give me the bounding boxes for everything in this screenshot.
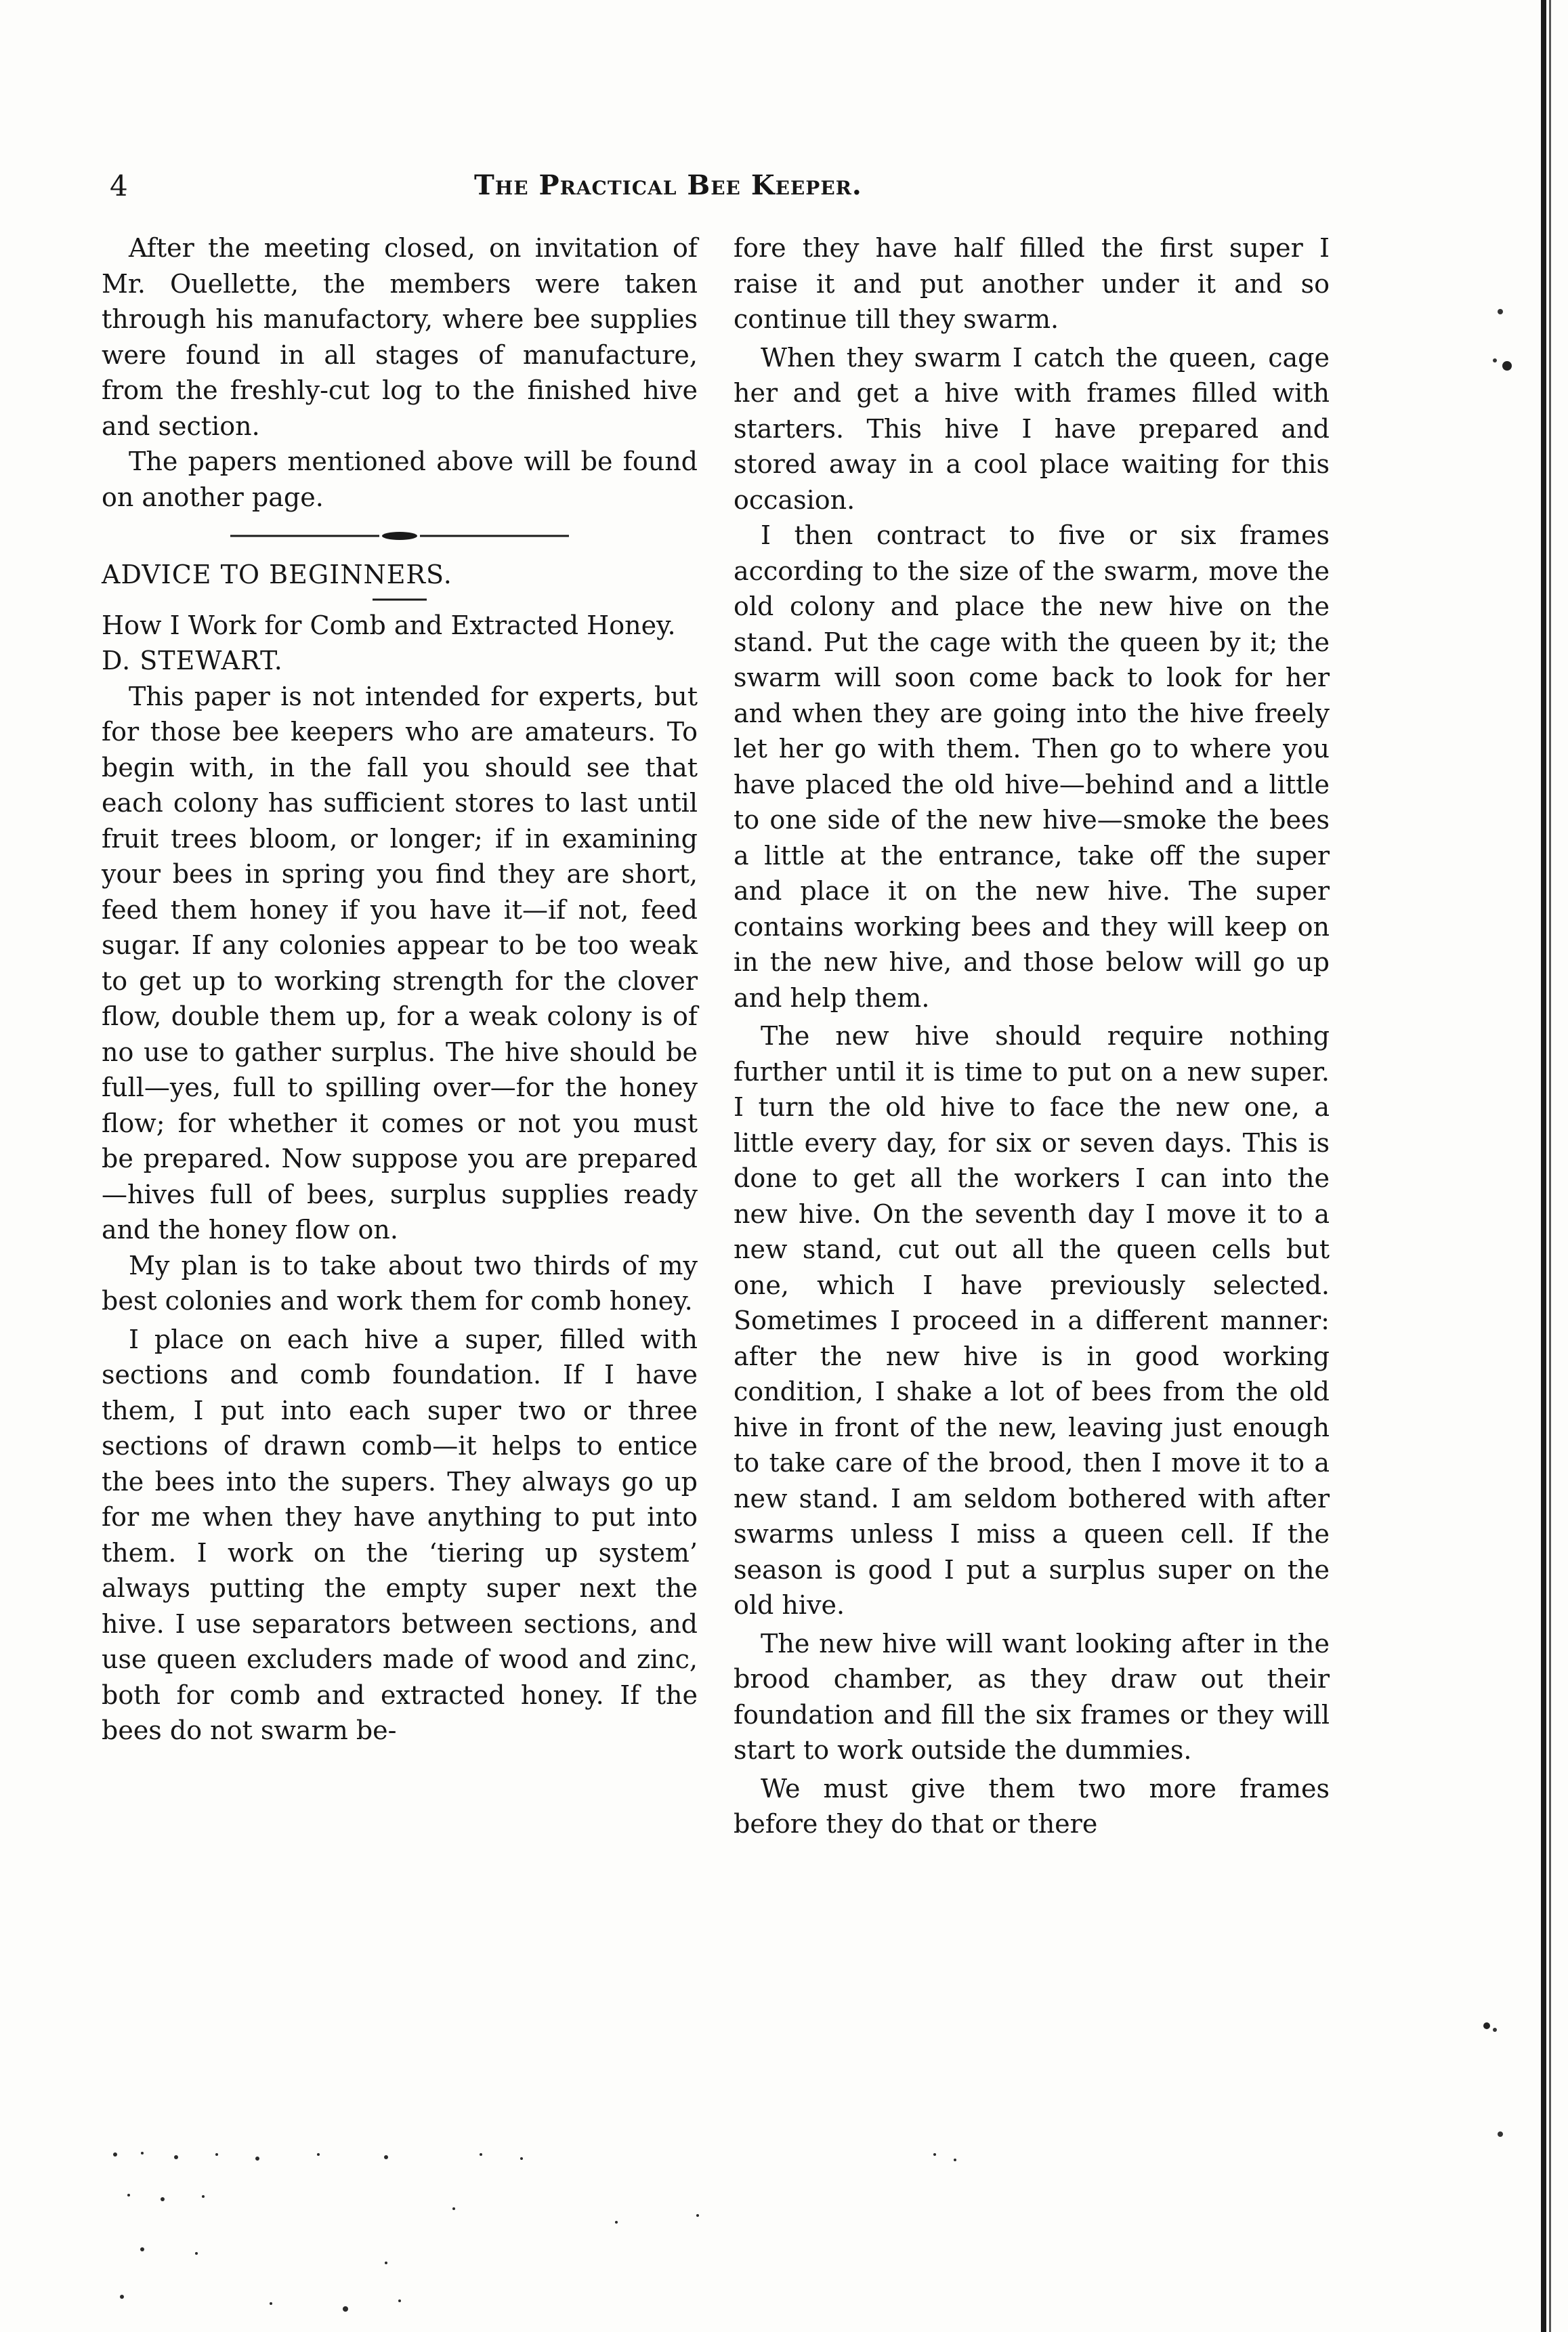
papers-paragraph: The papers mentioned above will be found on another page. xyxy=(102,446,698,512)
page-number: 4 xyxy=(110,169,128,203)
swarm-paragraph: When they swarm I catch the queen, cage her and get a hive with frames filled with starters. This hive I have prepared and stored away in a cool place waiting for this occasion. xyxy=(734,342,1330,515)
super-paragraph: I place on each hive a super, filled with sections and comb foundation. If I have them, I put into each super two or three sections of drawn comb—it helps to entice the bees into the supers. They always go up for me when they have anything to put into them. I work on the ‘tiering up system’ always putting the empty super next the hive. I use separators between sections, and use queen excluders made of wood and zinc, both for comb and extracted honey. If the bees do not swarm be- xyxy=(102,1324,698,1745)
intro-paragraph: This paper is not intended for experts, but for those bee keepers who are amateurs. To begin with, in the fall you should see that each colony has sufficient stores to last until fruit trees bloom, or longer; if in examining your bees in spring you find they are short, feed them honey if you have it—if not, feed sugar. If any colonies appear to be too weak to get up to working strength for the clover flow, double them up, for a weak colony is of no use to gather surplus. The hive should be full—yes, full to spilling over—for the honey flow; for whether it comes or not you must be prepared. Now suppose you are prepared—hives full of bees, surplus supplies ready and the honey flow on. xyxy=(102,681,698,1245)
continued-paragraph: fore they have half filled the first super I raise it and put another under it and so continue till they swarm. xyxy=(734,233,1330,334)
journal-title: The Practical Bee Keeper. xyxy=(474,169,862,201)
meeting-paragraph: After the meeting closed, on invitation of Mr. Ouellette, the members were taken through his manufactory, where bee supplies were found in all stages of manufacture, from the freshly-cut log to the finished hive and section. xyxy=(102,233,698,441)
title-rule xyxy=(102,593,698,608)
right-column xyxy=(734,230,1330,1842)
article-subtitle: How I Work for Comb and Extracted Honey. xyxy=(102,610,676,640)
running-head xyxy=(102,169,1328,217)
contract-paragraph: I then contract to five or six frames according to the size of the swarm, move the old colony and place the new hive on the stand. Put the cage with the queen by it; the swarm will soon come back to look for her and when they are going into the hive freely let her go with them. Then go to where you have placed the old hive—behind and a little to one side of the new hive—smoke the bees a little at the entrance, take off the super and place it on the new hive. The super contains working bees and they will keep on in the new hive, and those below will go up and help them. xyxy=(734,520,1330,1013)
section-separator xyxy=(102,515,698,557)
scan-speckle xyxy=(102,2134,1050,2324)
plan-paragraph: My plan is to take about two thirds of my best colonies and work them for comb honey. xyxy=(102,1250,698,1316)
new-hive-paragraph: The new hive should require nothing further until it is time to put on a new super. I turn the old hive to face the new one, a little every day, for six or seven days. This is done to get all the workers I can into the new hive. On the seventh day I move it to a new stand, cut out all the queen cells but one, which I have previously selected. Sometimes I proceed in a different manner: after the new hive is in good working condition, I shake a lot of bees from the old hive in front of the new, leaving just enough to take care of the brood, then I move it to a new stand. I am seldom bothered with after swarms unless I miss a queen cell. If the season is good I put a surplus super on the old hive. xyxy=(734,1021,1330,1620)
article-author: D. STEWART. xyxy=(102,646,283,675)
looking-after-paragraph: The new hive will want looking after in the brood chamber, as they draw out their foundation and fill the six frames or they will start to work outside the dummies. xyxy=(734,1628,1330,1765)
left-column xyxy=(102,230,698,1749)
page-edge-marks xyxy=(1460,0,1568,2332)
article-title: ADVICE TO BEGINNERS. xyxy=(102,560,452,589)
frames-paragraph: We must give them two more frames before they do that or there xyxy=(734,1773,1330,1839)
